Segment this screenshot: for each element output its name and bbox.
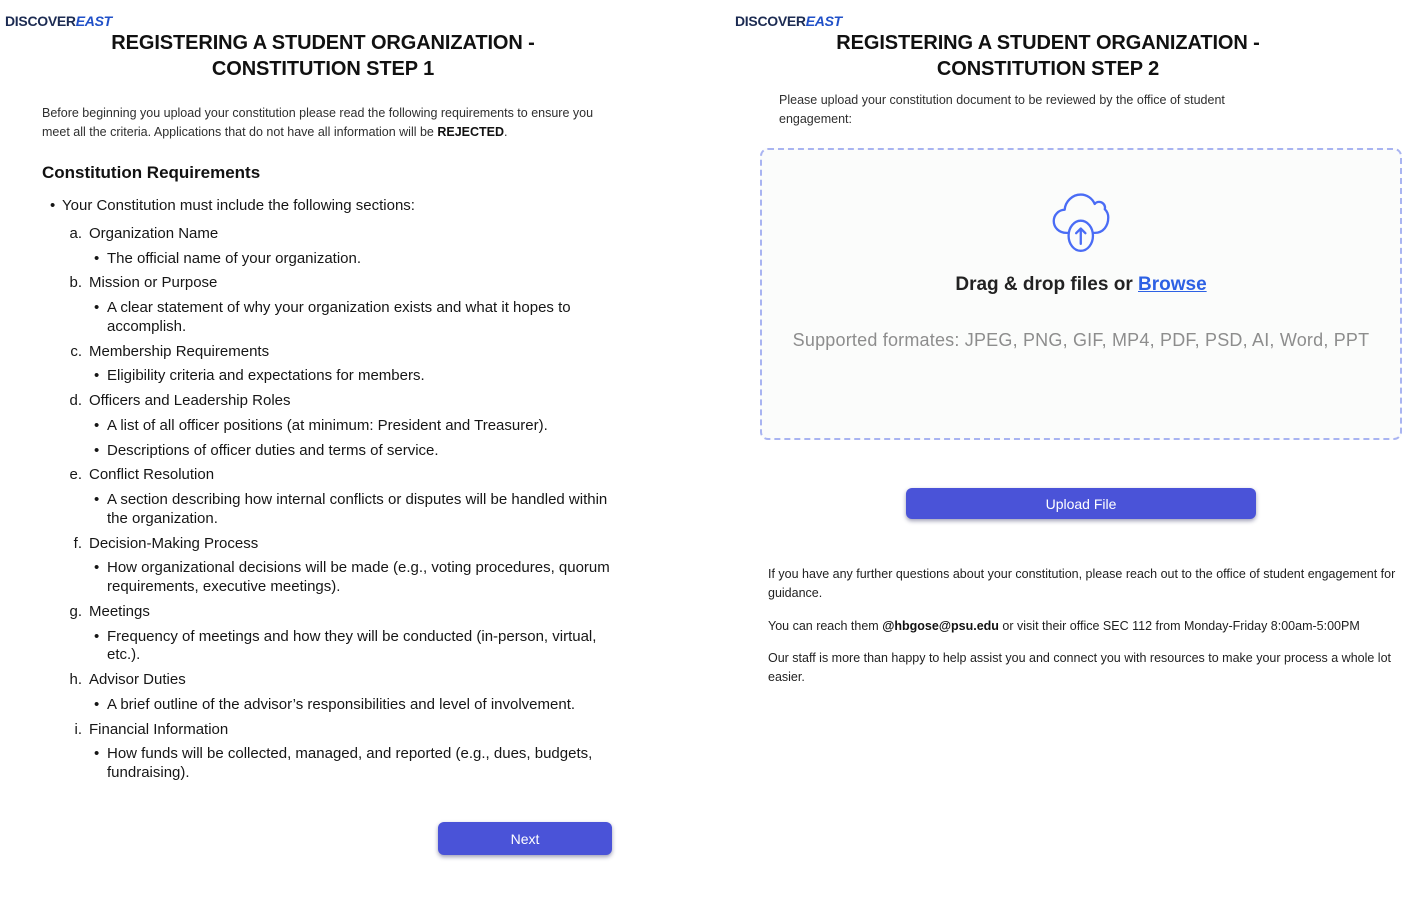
requirement-detail-row bbox=[68, 559, 626, 597]
file-dropzone[interactable] bbox=[760, 148, 1402, 440]
requirement-heading bbox=[68, 721, 626, 740]
requirement-letter: g. bbox=[69, 602, 82, 620]
logo-discover-text: DISCOVER bbox=[5, 13, 76, 29]
requirement-detail-row bbox=[68, 250, 626, 269]
bullet-icon: • bbox=[94, 249, 100, 267]
requirement-heading bbox=[68, 274, 626, 293]
intro-period: . bbox=[504, 124, 508, 139]
bullet-icon: • bbox=[94, 416, 100, 434]
bullet-icon: • bbox=[94, 627, 100, 645]
requirement-letter: f. bbox=[73, 534, 82, 552]
requirement-detail-row bbox=[68, 628, 626, 666]
requirement-item bbox=[42, 392, 626, 460]
step1-intro-paragraph bbox=[42, 104, 612, 142]
page-title-step1 bbox=[0, 30, 646, 82]
requirement-title: Advisor Duties bbox=[89, 671, 186, 688]
requirement-letter: e. bbox=[69, 466, 82, 484]
discover-east-logo bbox=[735, 13, 842, 29]
bullet-icon: • bbox=[94, 367, 100, 385]
step1-panel bbox=[0, 0, 711, 922]
logo-east-text: EAST bbox=[805, 13, 842, 29]
help-p2-suffix: or visit their office SEC 112 from Monday-Friday 8:00am-5:00PM bbox=[998, 618, 1360, 633]
requirement-heading bbox=[68, 466, 626, 485]
drag-drop-text: Drag & drop files or bbox=[955, 274, 1138, 295]
drag-drop-label bbox=[955, 274, 1206, 296]
requirement-detail-text: The official name of your organization. bbox=[107, 249, 362, 267]
help-paragraph-1: If you have any further questions about your constitution, please reach out to the office of student engagement for guidance. bbox=[768, 567, 1396, 600]
requirement-item bbox=[42, 535, 626, 597]
requirement-title: Decision-Making Process bbox=[89, 534, 259, 552]
requirement-detail-text: Frequency of meetings and how they will be conducted (in-person, virtual, etc.). bbox=[107, 627, 597, 664]
requirement-detail-row bbox=[68, 367, 626, 386]
requirement-heading bbox=[68, 535, 626, 554]
bullet-icon: • bbox=[94, 491, 100, 508]
requirement-detail-text: Descriptions of officer duties and terms of service. bbox=[107, 441, 439, 459]
requirement-heading bbox=[68, 671, 626, 690]
step2-panel bbox=[711, 0, 1423, 922]
requirement-detail-text: A clear statement of why your organization exists and what it hopes to accomplish. bbox=[107, 299, 571, 335]
requirement-letter: a. bbox=[69, 224, 82, 242]
requirement-item bbox=[42, 225, 626, 269]
title-line2: CONSTITUTION STEP 2 bbox=[936, 58, 1160, 80]
requirement-detail-text: How organizational decisions will be made (e.g., voting procedures, quorum requirements, executive meetings). bbox=[107, 559, 610, 595]
requirement-item bbox=[42, 343, 626, 387]
bullet-icon: • bbox=[94, 745, 100, 763]
discover-east-logo bbox=[5, 13, 112, 29]
requirement-title: Mission or Purpose bbox=[89, 274, 218, 292]
bullet-icon: • bbox=[94, 559, 100, 577]
requirement-heading bbox=[68, 603, 626, 622]
bullet-icon: • bbox=[94, 695, 100, 713]
requirement-detail-text: A brief outline of the advisor’s responsibilities and level of involvement. bbox=[107, 695, 576, 713]
requirement-item bbox=[42, 721, 626, 783]
help-email-text: @hbgose@psu.edu bbox=[882, 618, 999, 633]
cloud-upload-icon bbox=[1052, 192, 1110, 256]
logo-discover-text: DISCOVER bbox=[735, 13, 806, 29]
requirement-title: Officers and Leadership Roles bbox=[89, 392, 291, 409]
requirement-letter: c. bbox=[70, 342, 82, 360]
requirement-letter: h. bbox=[69, 671, 82, 688]
requirement-title: Membership Requirements bbox=[89, 342, 270, 360]
requirement-title: Conflict Resolution bbox=[89, 466, 215, 484]
requirement-heading bbox=[68, 392, 626, 411]
requirement-detail-row bbox=[68, 491, 626, 529]
bullet-icon: • bbox=[50, 197, 56, 214]
requirement-title: Financial Information bbox=[89, 720, 229, 738]
requirement-detail-text: How funds will be collected, managed, and reported (e.g., dues, budgets, fundraising). bbox=[107, 745, 593, 781]
bullet-icon: • bbox=[94, 441, 100, 459]
bullet-icon: • bbox=[94, 299, 100, 316]
requirement-detail-text: A list of all officer positions (at minimum: President and Treasurer). bbox=[107, 416, 548, 434]
supported-formats-text: Supported formates: JPEG, PNG, GIF, MP4, PDF, PSD, AI, Word, PPT bbox=[792, 330, 1370, 350]
requirement-letter: d. bbox=[69, 392, 82, 409]
list-intro-row bbox=[42, 197, 626, 216]
constitution-requirements-heading: Constitution Requirements bbox=[42, 163, 261, 182]
requirement-item bbox=[42, 671, 626, 715]
intro-text: Before beginning you upload your constitution please read the following requirements to ensure you meet all the criteria. Applications that do not have all information will be bbox=[42, 106, 594, 139]
help-p2-prefix: You can reach them bbox=[768, 618, 883, 633]
requirement-item bbox=[42, 603, 626, 665]
requirements-list bbox=[42, 197, 626, 789]
logo-east-text: EAST bbox=[75, 13, 112, 29]
title-line2: CONSTITUTION STEP 1 bbox=[211, 58, 435, 80]
requirement-detail-text: Eligibility criteria and expectations for members. bbox=[107, 367, 425, 385]
requirement-detail-text: A section describing how internal conflicts or disputes will be handled within the organization. bbox=[107, 491, 608, 527]
title-line1: REGISTERING A STUDENT ORGANIZATION - bbox=[111, 32, 535, 54]
requirement-heading bbox=[68, 225, 626, 244]
help-paragraph-2 bbox=[768, 617, 1400, 636]
requirement-item bbox=[42, 274, 626, 336]
next-button[interactable]: Next bbox=[438, 822, 612, 855]
help-paragraph-3: Our staff is more than happy to help assist you and connect you with resources to make your process a whole lot easier. bbox=[768, 651, 1392, 684]
requirement-detail-row bbox=[68, 442, 626, 461]
requirement-detail-row bbox=[68, 696, 626, 715]
requirement-detail-row bbox=[68, 417, 626, 436]
list-intro-text: Your Constitution must include the following sections: bbox=[62, 197, 415, 214]
requirement-letter: i. bbox=[74, 720, 82, 738]
requirement-title: Meetings bbox=[89, 602, 150, 620]
intro-rejected-emphasis: REJECTED bbox=[437, 124, 505, 139]
requirement-detail-row bbox=[68, 299, 626, 337]
requirement-detail-row bbox=[68, 745, 626, 783]
step2-intro-paragraph: Please upload your constitution document to be reviewed by the office of student engagement: bbox=[779, 93, 1225, 126]
page-title-step2 bbox=[711, 30, 1385, 82]
browse-link[interactable]: Browse bbox=[1138, 274, 1207, 295]
upload-file-button[interactable]: Upload File bbox=[906, 488, 1256, 519]
requirement-letter: b. bbox=[69, 274, 82, 292]
help-section bbox=[768, 565, 1400, 701]
requirement-item bbox=[42, 466, 626, 528]
requirement-title: Organization Name bbox=[89, 224, 219, 242]
title-line1: REGISTERING A STUDENT ORGANIZATION - bbox=[836, 32, 1260, 54]
requirement-heading bbox=[68, 343, 626, 362]
